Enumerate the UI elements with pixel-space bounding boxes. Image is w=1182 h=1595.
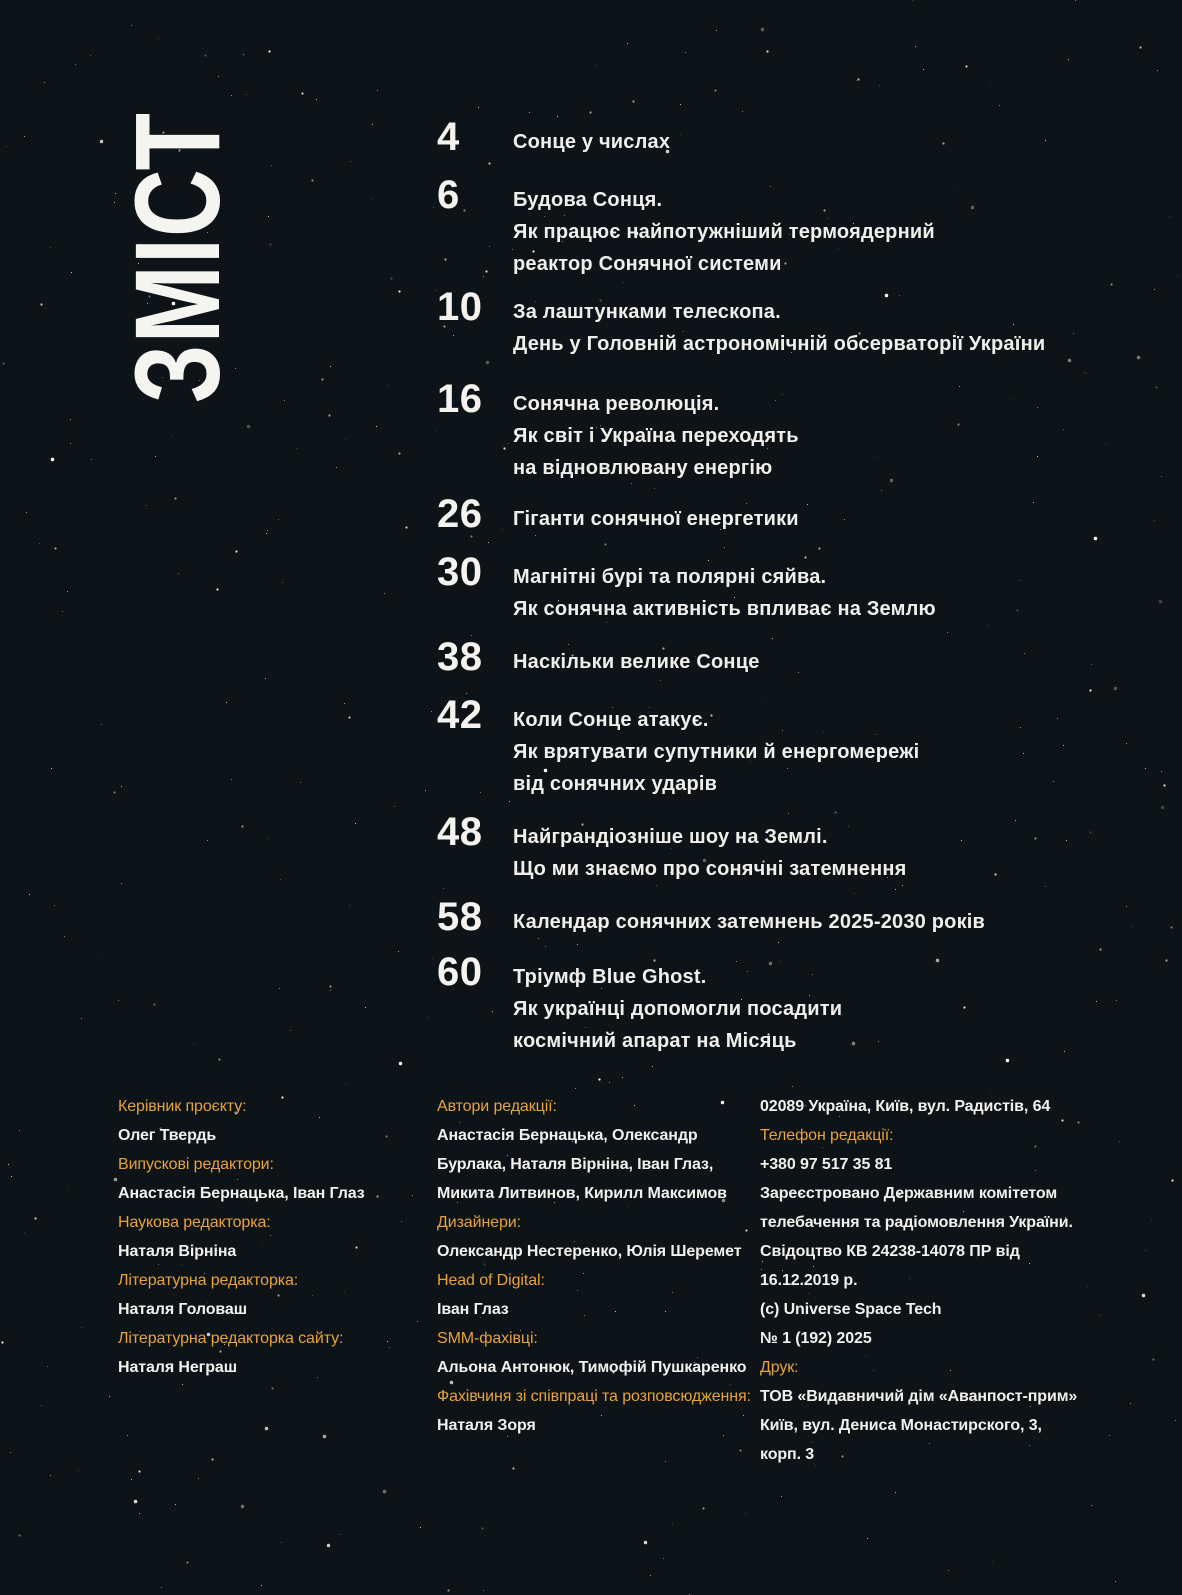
toc-page-number: 4 (437, 115, 460, 159)
toc-title-line: від сонячних ударів (513, 773, 718, 795)
credit-role-label: Автори редакції: (437, 1098, 557, 1115)
toc-entry (437, 285, 1046, 360)
toc-title-line: Наскільки велике Сонце (513, 651, 760, 673)
credit-role-label: Дизайнери: (437, 1214, 521, 1231)
toc-entry-title (513, 503, 799, 535)
toc-page-number: 58 (437, 895, 483, 939)
toc-title-line: Магнітні бурі та полярні сяйва. (513, 566, 827, 588)
credit-value: Наталя Неграш (118, 1359, 237, 1376)
toc-entry-title (513, 704, 919, 800)
toc-title-line: Будова Сонця. (513, 189, 663, 211)
toc-title-line: Тріумф Blue Ghost. (513, 966, 707, 988)
toc-entry-title (513, 126, 670, 158)
toc-entry (437, 173, 935, 280)
toc-title-line: День у Головній астрономічній обсерваторії України (513, 333, 1046, 355)
toc-page-number: 6 (437, 173, 460, 217)
toc-entry-title (513, 184, 935, 280)
toc-page-number: 38 (437, 635, 483, 679)
credit-value: Альона Антонюк, Тимофій Пушкаренко (437, 1359, 747, 1376)
toc-title-line: Сонячна революція. (513, 393, 720, 415)
page-title: ЗМІСТ (110, 112, 245, 404)
toc-entry-title (513, 561, 936, 625)
toc-page-number: 26 (437, 492, 483, 536)
vertical-page-title (110, 112, 253, 422)
toc-entry-title (513, 961, 842, 1057)
toc-entry-title (513, 296, 1045, 360)
toc-entry (437, 895, 986, 939)
credit-role-label: Літературна редакторка: (118, 1272, 299, 1289)
credit-value: Олександр Нестеренко, Юлія Шеремет (437, 1243, 742, 1260)
credit-value: Зареєстровано Державним комітетом (760, 1185, 1058, 1202)
masthead-column (118, 1092, 443, 1382)
credit-role-label: SMM-фахівці: (437, 1330, 538, 1347)
toc-title-line: Як українці допомогли посадити (513, 998, 843, 1020)
credit-role-label: Наукова редакторка: (118, 1214, 271, 1231)
credit-value: 02089 Україна, Київ, вул. Радистів, 64 (760, 1098, 1051, 1115)
credit-value: Анастасія Бернацька, Іван Глаз (118, 1185, 365, 1202)
toc-title-line: Як працює найпотужніший термоядерний (513, 221, 935, 243)
credit-value: телебачення та радіомовлення України. (760, 1214, 1073, 1231)
credit-role-label: Літературна редакторка сайту: (118, 1330, 344, 1347)
credit-value: Наталя Зоря (437, 1417, 536, 1434)
credit-value: Київ, вул. Дениса Монастирского, 3, (760, 1417, 1042, 1434)
toc-entry-title (513, 388, 799, 484)
credit-value: Анастасія Бернацька, Олександр (437, 1127, 698, 1144)
toc-title-line: Як сонячна активність впливає на Землю (513, 598, 936, 620)
credit-role-label: Друк: (760, 1359, 799, 1376)
toc-entry (437, 377, 799, 484)
toc-entry (437, 950, 843, 1057)
credit-role-label: Випускові редактори: (118, 1156, 274, 1173)
toc-entry-title (513, 646, 760, 678)
toc-entry (437, 635, 760, 679)
masthead-column (437, 1092, 762, 1440)
toc-entry-title (513, 821, 907, 885)
toc-title-line: реактор Сонячної системи (513, 253, 782, 275)
credit-role-label: Фахівчиня зі співпраці та розповсюдження: (437, 1388, 751, 1405)
toc-page-number: 42 (437, 693, 483, 737)
credit-role-label: Телефон редакції: (760, 1127, 894, 1144)
credit-value: 16.12.2019 р. (760, 1272, 858, 1289)
toc-entry (437, 492, 799, 536)
toc-page-number: 60 (437, 950, 483, 994)
toc-title-line: Сонце у числах (513, 131, 671, 153)
toc-page-number: 16 (437, 377, 483, 421)
toc-title-line: За лаштунками телескопа. (513, 301, 781, 323)
credit-value: Наталя Головаш (118, 1301, 247, 1318)
credit-value: Свідоцтво КВ 24238-14078 ПР від (760, 1243, 1020, 1260)
credit-value: Іван Глаз (437, 1301, 509, 1318)
credit-value: № 1 (192) 2025 (760, 1330, 872, 1347)
toc-title-line: Як врятувати супутники й енергомережі (513, 741, 920, 763)
credit-value: Микита Литвинов, Кирилл Максимов (437, 1185, 727, 1202)
toc-title-line: Що ми знаємо про сонячні затемнення (513, 858, 907, 880)
toc-entry (437, 693, 920, 800)
credit-value: Наталя Вірніна (118, 1243, 237, 1260)
toc-title-line: на відновлювану енергію (513, 457, 773, 479)
toc-page-number: 30 (437, 550, 483, 594)
masthead-column (760, 1092, 1085, 1469)
credit-value: (c) Universe Space Tech (760, 1301, 942, 1318)
toc-title-line: космічний апарат на Місяць (513, 1030, 797, 1052)
toc-entry (437, 550, 936, 625)
toc-title-line: Найграндіозніше шоу на Землі. (513, 826, 828, 848)
credit-value: Бурлака, Наталя Вірніна, Іван Глаз, (437, 1156, 714, 1173)
toc-entry (437, 115, 671, 159)
credit-value: ТОВ «Видавничий дім «Аванпост-прим» (760, 1388, 1078, 1405)
toc-title-line: Як світ і Україна переходять (513, 425, 799, 447)
toc-page-number: 10 (437, 285, 483, 329)
credit-value: +380 97 517 35 81 (760, 1156, 893, 1173)
credit-value: корп. 3 (760, 1446, 815, 1463)
toc-title-line: Гіганти сонячної енергетики (513, 508, 799, 530)
credit-value: Олег Твердь (118, 1127, 217, 1144)
credit-role-label: Head of Digital: (437, 1272, 545, 1289)
credit-role-label: Керівник проєкту: (118, 1098, 247, 1115)
toc-title-line: Календар сонячних затемнень 2025-2030 років (513, 911, 986, 933)
toc-entry (437, 810, 907, 885)
toc-page-number: 48 (437, 810, 483, 854)
toc-title-line: Коли Сонце атакує. (513, 709, 709, 731)
toc-entry-title (513, 906, 985, 938)
